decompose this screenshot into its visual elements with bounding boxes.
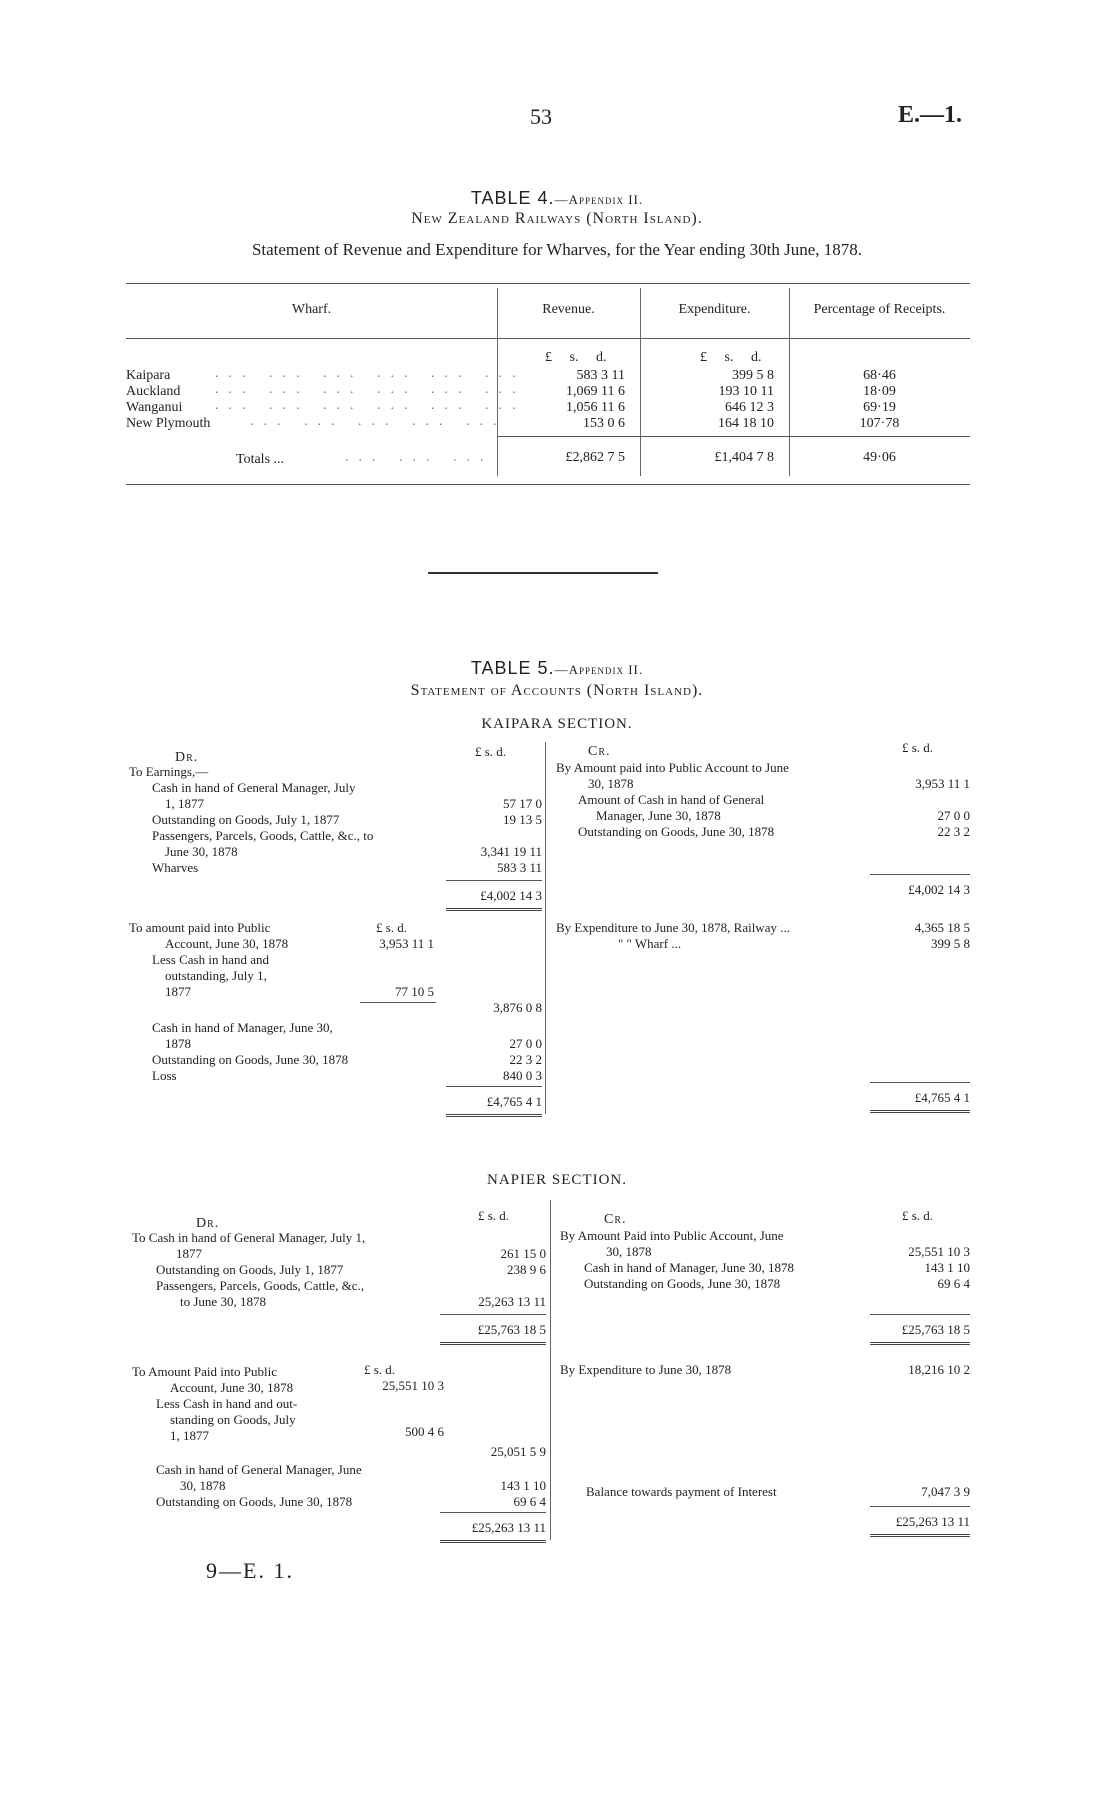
kaipara-dr2-line: Account, June 30, 1878	[165, 936, 289, 951]
napier-cr-amount: 69 6 4	[937, 1276, 970, 1291]
kaipara-cr2-line: " " Wharf ...	[618, 936, 682, 951]
napier-dr-amount: 261 15 0	[500, 1246, 546, 1261]
kaipara-dr2-line: 1878	[165, 1036, 191, 1051]
napier-cr2-amount: 18,216 10 2	[908, 1362, 970, 1377]
napier-dr2-amount: 69 6 4	[513, 1494, 546, 1509]
napier-dr-line: To Cash in hand of General Manager, July 1,	[132, 1230, 366, 1245]
kaipara-dr-line: 1, 1877	[165, 796, 204, 811]
leader-dots: ... ... ... ... ...	[250, 414, 507, 429]
kaipara-right-sum-rule	[870, 874, 970, 875]
napier-center-rule	[550, 1200, 551, 1540]
expenditure-value: 399 5 8	[732, 368, 774, 383]
revenue-value: 583 3 11	[576, 368, 625, 383]
kaipara-cr-label: Cr.	[588, 744, 611, 759]
kaipara-dr2-line: Outstanding on Goods, June 30, 1878	[152, 1052, 349, 1067]
table4-bottom-rule	[126, 484, 970, 485]
napier-dr-total: £25,763 18 5	[477, 1322, 546, 1337]
table4-title: TABLE 4.	[470, 188, 555, 208]
kaipara-dr-line: Passengers, Parcels, Goods, Cattle, &c., to	[152, 828, 374, 843]
kaipara-dr2-line: Loss	[152, 1068, 177, 1083]
napier-dr-line: Passengers, Parcels, Goods, Cattle, &c.,	[156, 1278, 364, 1293]
napier-dr2-line: Account, June 30, 1878	[170, 1380, 294, 1395]
kaipara-left-units: £ s. d.	[475, 744, 507, 759]
kaipara-dr2-amount: 22 3 2	[509, 1052, 542, 1067]
revenue-total: £2,862 7 5	[565, 450, 625, 465]
expenditure-total: £1,404 7 8	[714, 450, 774, 465]
kaipara-cr-line: 30, 1878	[588, 776, 634, 791]
kaipara-dr2-line: To amount paid into Public	[129, 920, 271, 935]
kaipara-dr-amount: 583 3 11	[496, 860, 542, 875]
kaipara-dr2-inner: 3,953 11 1	[379, 936, 434, 951]
leader-dots: ... ... ... ... ... ...	[215, 366, 526, 381]
wharf-name: New Plymouth	[126, 416, 211, 431]
table4-header-rule	[126, 338, 970, 339]
kaipara-dr-line: June 30, 1878	[165, 844, 238, 859]
kaipara-dr-amount: 3,341 19 11	[480, 844, 542, 859]
percentage-value: 68·46	[863, 368, 896, 383]
kaipara-left-sum-rule-2	[446, 1086, 542, 1087]
kaipara-inner-rule	[360, 1002, 436, 1003]
napier-cr-line: Cash in hand of Manager, June 30, 1878	[584, 1260, 794, 1275]
table4-heading	[0, 188, 1114, 209]
kaipara-dr2-amount: 840 0 3	[503, 1068, 542, 1083]
kaipara-cr-amount: 22 3 2	[937, 824, 970, 839]
totals-label: Totals ...	[236, 452, 285, 467]
table5-subtitle: Statement of Accounts (North Island).	[410, 682, 704, 699]
wharf-name: Wanganui	[126, 400, 183, 415]
kaipara-right-units: £ s. d.	[902, 740, 934, 755]
napier-dr2-total: £25,263 13 11	[471, 1520, 546, 1535]
napier-dr2-amount: 143 1 10	[500, 1478, 546, 1493]
table4-top-rule	[126, 283, 970, 284]
napier-dr-amount: 238 9 6	[507, 1262, 546, 1277]
kaipara-dr-label: Dr.	[175, 750, 199, 765]
expenditure-value: 193 10 11	[718, 384, 774, 399]
napier-cr-amount: 25,551 10 3	[908, 1244, 970, 1259]
kaipara-dr2-line: 1877	[165, 984, 191, 999]
napier-dr-label: Dr.	[196, 1216, 220, 1231]
napier-right-units: £ s. d.	[902, 1208, 934, 1223]
napier-dr-line: Outstanding on Goods, July 1, 1877	[156, 1262, 344, 1277]
percentage-value: 18·09	[863, 384, 896, 399]
napier-left-sum-rule-2	[440, 1512, 546, 1513]
napier-cr-line: 30, 1878	[606, 1244, 652, 1259]
kaipara-dr2-line: outstanding, July 1,	[165, 968, 267, 983]
napier-right-double-rule-2	[870, 1534, 970, 1537]
leader-dots: ... ... ... ... ... ...	[215, 382, 526, 397]
napier-dr2-inner: £ s. d.	[364, 1362, 396, 1377]
kaipara-dr2-amount: 27 0 0	[509, 1036, 542, 1051]
table5-heading	[0, 658, 1114, 679]
kaipara-cr-line: Manager, June 30, 1878	[596, 808, 721, 823]
napier-dr-line: 1877	[176, 1246, 202, 1261]
napier-left-double-rule	[440, 1342, 546, 1345]
revenue-value: 1,069 11 6	[566, 384, 625, 399]
kaipara-left-double-rule	[446, 908, 542, 911]
napier-right-double-rule	[870, 1342, 970, 1345]
kaipara-dr2-inner: 77 10 5	[395, 984, 434, 999]
kaipara-section-heading: KAIPARA SECTION.	[481, 716, 633, 732]
kaipara-dr-line: Cash in hand of General Manager, July	[152, 780, 356, 795]
kaipara-cr-amount: 27 0 0	[937, 808, 970, 823]
kaipara-dr-line: To Earnings,—	[129, 764, 209, 779]
table5-appendix: —Appendix II.	[554, 662, 644, 677]
napier-right-sum-rule	[870, 1314, 970, 1315]
kaipara-cr-amount: 3,953 11 1	[915, 776, 970, 791]
napier-dr2-line: standing on Goods, July	[170, 1412, 296, 1427]
totals-rule	[497, 436, 970, 437]
napier-left-double-rule-2	[440, 1540, 546, 1543]
kaipara-right-double-rule-2	[870, 1110, 970, 1113]
revenue-units: £ s. d.	[545, 350, 607, 365]
napier-dr2-line: Outstanding on Goods, June 30, 1878	[156, 1494, 353, 1509]
kaipara-cr-total: £4,002 14 3	[908, 882, 970, 897]
expenditure-value: 164 18 10	[718, 416, 774, 431]
page-number: 53	[530, 104, 552, 129]
col-header-wharf: Wharf.	[291, 302, 332, 317]
kaipara-cr2-total: £4,765 4 1	[914, 1090, 970, 1105]
napier-left-sum-rule	[440, 1314, 546, 1315]
table4-subtitle: New Zealand Railways (North Island).	[411, 210, 703, 227]
document-reference: E.—1.	[898, 102, 963, 128]
wharf-name: Auckland	[126, 384, 181, 399]
wharf-name: Kaipara	[126, 368, 171, 383]
napier-cr-total: £25,763 18 5	[901, 1322, 970, 1337]
napier-dr2-line: Cash in hand of General Manager, June	[156, 1462, 362, 1477]
napier-left-units: £ s. d.	[478, 1208, 510, 1223]
col-header-percentage: Percentage of Receipts.	[813, 302, 946, 317]
napier-dr2-inner: 500 4 6	[405, 1424, 444, 1439]
percentage-total: 49·06	[863, 450, 896, 465]
kaipara-cr-line: By Amount paid into Public Account to June	[556, 760, 789, 775]
napier-cr-label: Cr.	[604, 1212, 627, 1227]
kaipara-cr-line: Amount of Cash in hand of General	[578, 792, 765, 807]
kaipara-cr2-amount: 399 5 8	[931, 936, 970, 951]
napier-cr2-amount: 7,047 3 9	[921, 1484, 970, 1499]
kaipara-dr2-line: Less Cash in hand and	[152, 952, 269, 967]
napier-dr-line: to June 30, 1878	[180, 1294, 266, 1309]
col-header-expenditure: Expenditure.	[678, 302, 751, 317]
napier-right-sum-rule-2	[870, 1506, 970, 1507]
col-header-revenue: Revenue.	[542, 302, 595, 317]
percentage-value: 69·19	[863, 400, 896, 415]
table4-appendix: —Appendix II.	[554, 192, 644, 207]
napier-dr2-amount: 25,051 5 9	[490, 1444, 546, 1459]
napier-cr-amount: 143 1 10	[924, 1260, 970, 1275]
napier-cr2-line: Balance towards payment of Interest	[586, 1484, 777, 1499]
revenue-value: 1,056 11 6	[566, 400, 625, 415]
expenditure-value: 646 12 3	[725, 400, 774, 415]
table5-title: TABLE 5.	[470, 658, 555, 678]
napier-dr-amount: 25,263 13 11	[478, 1294, 546, 1309]
kaipara-dr-amount: 57 17 0	[503, 796, 542, 811]
kaipara-dr2-total: £4,765 4 1	[486, 1094, 542, 1109]
kaipara-dr-line: Wharves	[152, 860, 199, 875]
napier-cr2-line: By Expenditure to June 30, 1878	[560, 1362, 732, 1377]
kaipara-right-sum-rule-2	[870, 1082, 970, 1083]
napier-dr2-line: To Amount Paid into Public	[132, 1364, 277, 1379]
kaipara-dr-amount: 19 13 5	[503, 812, 542, 827]
kaipara-left-double-rule-2	[446, 1114, 542, 1117]
kaipara-dr-line: Outstanding on Goods, July 1, 1877	[152, 812, 340, 827]
napier-section-heading: NAPIER SECTION.	[486, 1172, 627, 1188]
revenue-value: 153 0 6	[583, 416, 625, 431]
leader-dots: ... ... ...	[345, 450, 494, 465]
napier-dr2-line: 30, 1878	[180, 1478, 226, 1493]
napier-cr-line: Outstanding on Goods, June 30, 1878	[584, 1276, 781, 1291]
kaipara-cr2-amount: 4,365 18 5	[914, 920, 970, 935]
napier-dr2-line: Less Cash in hand and out-	[156, 1396, 298, 1411]
section-divider	[428, 572, 658, 574]
kaipara-dr2-line: Cash in hand of Manager, June 30,	[152, 1020, 333, 1035]
page-signature: 9—E. 1.	[206, 1558, 294, 1583]
kaipara-dr2-amount: 3,876 0 8	[493, 1000, 542, 1015]
napier-dr2-line: 1, 1877	[170, 1428, 209, 1443]
napier-cr-line: By Amount Paid into Public Account, June	[560, 1228, 784, 1243]
kaipara-dr-total: £4,002 14 3	[480, 888, 542, 903]
kaipara-dr2-inner: £ s. d.	[376, 920, 408, 935]
kaipara-cr-line: Outstanding on Goods, June 30, 1878	[578, 824, 775, 839]
kaipara-center-rule	[545, 742, 546, 1114]
kaipara-cr2-line: By Expenditure to June 30, 1878, Railway ...	[556, 920, 790, 935]
expenditure-units: £ s. d.	[700, 350, 762, 365]
table4-statement: Statement of Revenue and Expenditure for Wharves, for the Year ending 30th June, 1878.	[251, 240, 863, 259]
leader-dots: ... ... ... ... ... ...	[215, 398, 526, 413]
napier-dr2-inner: 25,551 10 3	[382, 1378, 444, 1393]
napier-cr2-total: £25,263 13 11	[895, 1514, 970, 1529]
percentage-value: 107·78	[859, 416, 900, 431]
kaipara-left-sum-rule	[446, 880, 542, 881]
